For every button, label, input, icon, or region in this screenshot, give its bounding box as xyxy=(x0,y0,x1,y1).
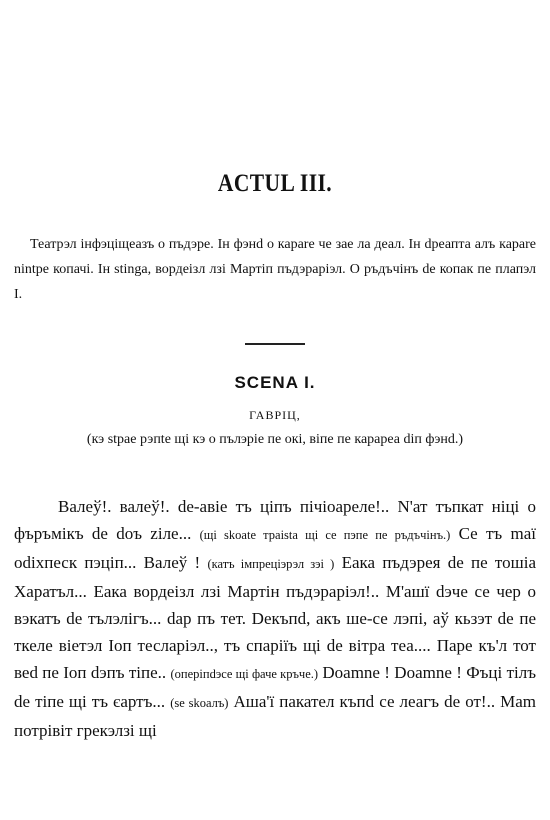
act-title: ACTUL III. xyxy=(217,170,333,197)
inline-stage-direction: (катъ імпреціэрэл зэі ) xyxy=(207,557,335,571)
stage-direction: Театрэл інфэціщеазъ о пъдэре. Ін фэнd о карare че зae ла деал. Ін dреапта алъ карare nintpe копачі. Ін stinga, вордеізл лзі Мартіп пъдэраріэл. О ръдъчінъ de копак пе плапэл I. xyxy=(14,237,536,302)
inline-stage-direction: (оперіпdэсе щі фаче кръче.) xyxy=(170,667,319,681)
speech-text: Аша'ї пакател къпd се леагъ de от!.. Маm потрівіт грекэлзі щі xyxy=(14,692,537,740)
speech-text: Валеў!. валеў!. de-авіе тъ ціпъ пічіоареле!.. N'ат тъпкат ніці о фъръмікъ de doъ zіле... xyxy=(14,497,536,543)
section-divider xyxy=(245,343,305,345)
inline-stage-direction: (se skoaлъ) xyxy=(170,696,229,710)
speech-text: Еака пъдэрея de пе тошіа Харатъл... Еака вордеізл лзі Мартін пъдэраріэл!.. М'ашї dэче се чер о вэкатъ de тълэлігъ... dар пъ тет. Dекъпd, акъ ше-се лэпі, аў кьзэт de пе ткеле віетэл Іоп тесларіэл.., тъ спаріїъ щі de вітра теа.... Паре къ'л тот веd пе Іоп dэпъ тіпе.. xyxy=(14,553,536,682)
character-name: ГАВРІЦ, xyxy=(249,408,301,422)
speech-text: Doamne ! Doamne ! Фъці тілъ de тіпе щі тъ єартъ... xyxy=(14,663,536,711)
speech-paragraph xyxy=(14,493,536,744)
inline-stage-direction: (щі skoate траіsta щі се пэпе пе ръдъчінъ.) xyxy=(199,528,451,542)
speech-text: Се тъ maї odixпеск пэцiп... Валеў ! xyxy=(14,524,536,572)
character-direction: (кэ stpae рэпtе щі кэ о пълэріе пе окі, віпе пе карареа dіп фэнd.) xyxy=(86,432,464,447)
scene-title: SCENA I. xyxy=(234,373,316,392)
